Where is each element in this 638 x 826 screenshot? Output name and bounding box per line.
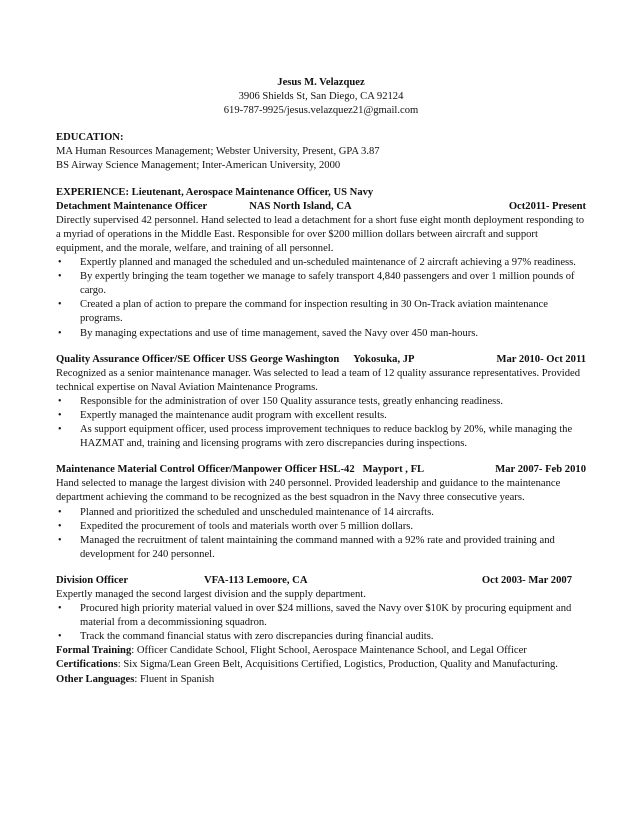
education-heading: EDUCATION:: [56, 132, 124, 144]
experience-section: [56, 186, 586, 645]
job-header: [56, 200, 586, 214]
job-location: NAS North Island, CA: [249, 200, 352, 212]
job-entry: [56, 353, 586, 452]
job-bullet: • By managing expectations and use of time management, saved the Navy over 450 man-hours.: [56, 327, 586, 341]
job-summary: Expertly managed the second largest division and the supply department.: [56, 589, 366, 600]
job-entry: [56, 200, 586, 341]
resume-header: [56, 76, 586, 118]
job-bullet: • Procured high priority material valued in over $24 millions, saved the Navy over $10K by procuring equipment and material from a decommissioning squadron.: [56, 602, 586, 630]
job-bullet: • Created a plan of action to prepare the command for inspection resulting in 30 On-Track aviation maintenance programs.: [56, 298, 586, 326]
candidate-name: Jesus M. Velazquez: [277, 77, 365, 88]
job-bullets: [56, 256, 586, 341]
job-bullet: • Track the command financial status with zero discrepancies during financial audits.: [56, 630, 586, 644]
formal-training: [56, 644, 586, 658]
certifications: [56, 658, 586, 672]
job-bullet: • Expertly managed the maintenance audit program with excellent results.: [56, 409, 586, 423]
job-bullet: • Planned and prioritized the scheduled and unscheduled maintenance of 14 aircrafts.: [56, 506, 586, 520]
job-location: VFA-113 Lemoore, CA: [204, 574, 308, 586]
job-header: [56, 353, 586, 367]
extras-text: : Officer Candidate School, Flight School, Aerospace Maintenance School, and Legal Officer: [131, 645, 527, 657]
job-title: Quality Assurance Officer/SE Officer USS George Washington: [56, 353, 340, 365]
resume-page: [56, 76, 586, 687]
extras-label: Other Languages: [56, 673, 135, 685]
job-header: [56, 463, 586, 477]
job-bullets: [56, 395, 586, 451]
other-languages: [56, 673, 586, 687]
job-summary: Recognized as a senior maintenance manager. Was selected to lead a team of 12 quality assurance representatives. Provided technical expertise on Naval Aviation Maintenance Programs.: [56, 367, 581, 393]
education-section: [56, 131, 586, 173]
job-title: Detachment Maintenance Officer: [56, 200, 208, 212]
job-bullet: • Managed the recruitment of talent maintaining the command manned with a 92% rate and provided training and development for 240 personnel.: [56, 534, 586, 562]
job-entry: [56, 463, 586, 562]
job-location: Mayport , FL: [362, 464, 425, 476]
job-title: Division Officer: [56, 574, 129, 586]
extras-label: Formal Training: [56, 645, 132, 657]
job-title: Maintenance Material Control Officer/Manpower Officer HSL-42: [56, 464, 355, 476]
job-entry: [56, 574, 586, 644]
job-header: [56, 574, 586, 588]
job-bullet: • Expertly planned and managed the scheduled and un-scheduled maintenance of 2 aircraft achieving a 97% readiness.: [56, 256, 586, 270]
experience-heading: EXPERIENCE: Lieutenant, Aerospace Maintenance Officer, US Navy: [56, 186, 374, 198]
job-bullet: • As support equipment officer, used process improvement techniques to reduce backlog by 20%, while managing the HAZMAT and, training and licensing programs with zero discrepancies during inspections.: [56, 423, 586, 451]
candidate-contact: 619-787-9925/jesus.velazquez21@gmail.com: [223, 105, 419, 117]
extras-section: [56, 644, 586, 686]
job-bullets: [56, 506, 586, 562]
job-dates: Oct2011- Present: [508, 200, 586, 212]
education-item: BS Airway Science Management; Inter-American University, 2000: [56, 160, 341, 172]
job-dates: Mar 2007- Feb 2010: [495, 464, 586, 476]
candidate-address: 3906 Shields St, San Diego, CA 92124: [238, 91, 404, 103]
job-summary: Directly supervised 42 personnel. Hand selected to lead a detachment for a short fuse eight month deployment responding to a myriad of operations in the Middle East. Responsible for over $200 million dollars between aircraft and support equipment, and the morale, welfare, and training of all personnel.: [56, 214, 585, 254]
job-bullets: [56, 602, 586, 644]
extras-label: Certifications: [56, 659, 118, 671]
extras-text: : Fluent in Spanish: [134, 673, 215, 685]
job-location: Yokosuka, JP: [353, 353, 415, 365]
job-dates: Mar 2010- Oct 2011: [496, 353, 586, 365]
education-item: MA Human Resources Management; Webster University, Present, GPA 3.87: [56, 146, 380, 158]
job-dates: Oct 2003- Mar 2007: [481, 574, 572, 586]
job-bullet: • Expedited the procurement of tools and materials worth over 5 million dollars.: [56, 520, 586, 534]
job-bullet: • By expertly bringing the team together we manage to safely transport 4,840 passengers and over 1 million pounds of cargo.: [56, 270, 586, 298]
job-bullet: • Responsible for the administration of over 150 Quality assurance tests, greatly enhancing readiness.: [56, 395, 586, 409]
extras-text: : Six Sigma/Lean Green Belt, Acquisitions Certified, Logistics, Production, Quality and Manufacturing.: [117, 659, 558, 671]
job-summary: Hand selected to manage the largest division with 240 personnel. Provided leadership and guidance to the maintenance department achieving the command to be recognized as the best squadron in the Navy three consecutive years.: [56, 478, 561, 504]
